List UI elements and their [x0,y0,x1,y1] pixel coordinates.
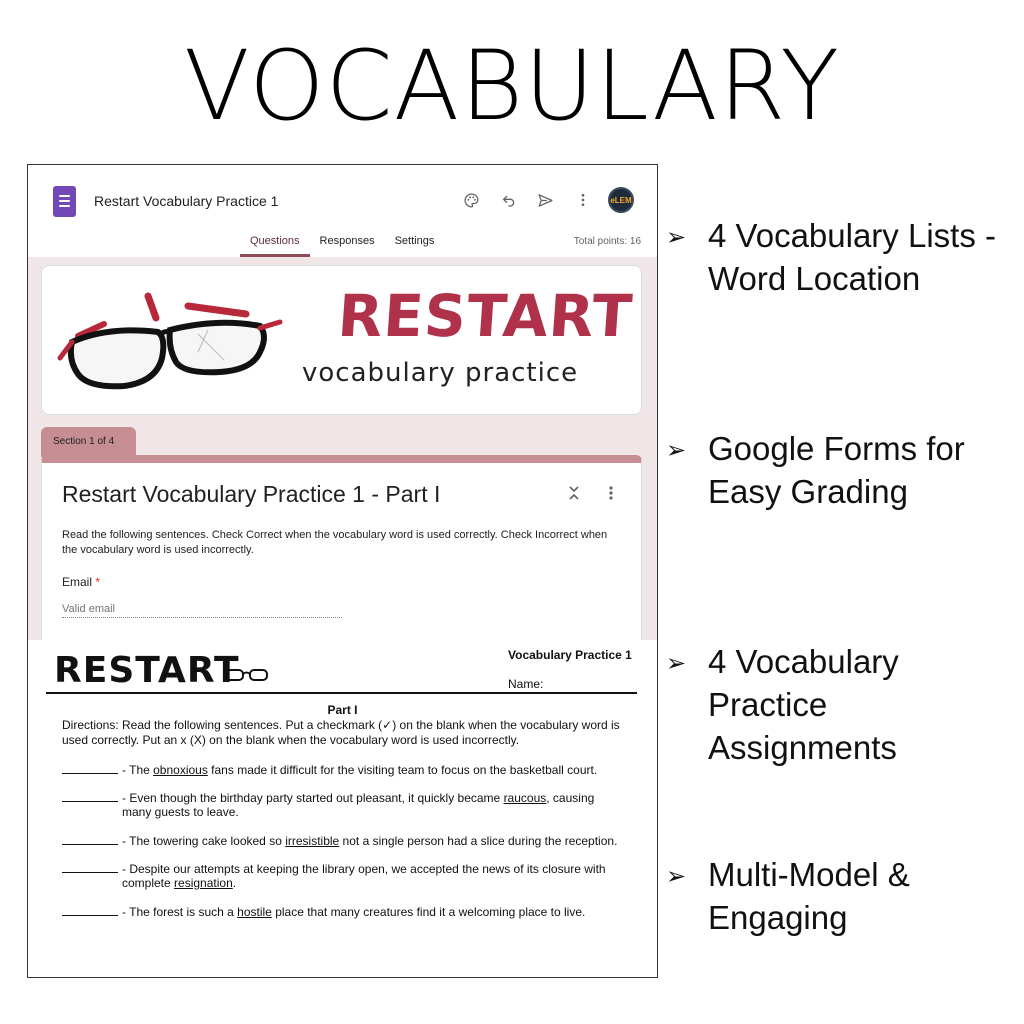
sentence [122,862,622,890]
document-title[interactable]: Restart Vocabulary Practice 1 [94,193,279,209]
feature-item [666,853,1016,939]
palette-icon[interactable] [460,189,482,211]
list-item [62,763,622,777]
section-more-icon[interactable] [608,485,614,504]
feature-item [666,214,1016,300]
broken-glasses-icon [48,278,288,398]
section-header-card[interactable] [41,455,642,645]
feature-text: Google Forms for Easy Grading [708,430,965,510]
arrow-bullet-icon: ➢ [666,224,687,251]
list-item [62,862,622,890]
vocab-word: irresistible [285,834,340,848]
feature-item [666,427,1016,513]
sentence-text: fans made it difficult for the visiting team to focus on the basketball court. [207,763,598,777]
section-description[interactable]: Read the following sentences. Check Correct when the vocabulary word is used correctly. Check Incorrect when the vocabulary word is used incorrectly. [62,529,608,556]
google-forms-icon[interactable] [53,186,76,217]
sentence-text: - The towering cake looked so [122,834,286,848]
worksheet-logo: RESTART [54,650,240,691]
feature-text: Multi-Model & Engaging [708,856,910,936]
sentence [122,905,622,919]
banner-subtitle: vocabulary practice [302,358,579,388]
total-points: Total points: 16 [573,236,641,247]
feature-item [666,640,1016,769]
sentence-text: . [232,876,237,890]
tab-questions[interactable]: Questions [240,233,310,257]
part-heading: Part I [327,703,358,717]
form-body [28,257,657,640]
email-label [62,575,100,589]
sentence [122,791,622,819]
sentence-text: - The forest is such a [122,905,238,919]
name-label: Name: [508,677,544,691]
more-vert-icon[interactable] [572,189,594,211]
answer-blank [62,834,118,845]
sentence-text: place that many creatures find it a welcoming place to live. [271,905,586,919]
vocab-word: obnoxious [153,763,208,777]
sentence-text: not a single person had a slice during the reception. [339,834,618,848]
feature-text: 4 Vocabulary Lists - Word Location [708,217,996,297]
answer-blank [62,905,118,916]
list-item [62,791,622,819]
section-title[interactable]: Restart Vocabulary Practice 1 - Part I [62,481,441,507]
glasses-icon [224,667,270,683]
answer-blank [62,791,118,802]
answer-blank [62,763,118,774]
list-item [62,834,622,848]
forms-header [28,165,657,257]
tab-settings[interactable]: Settings [394,235,435,247]
required-mark: * [95,575,101,589]
vocab-word: hostile [237,905,272,919]
send-icon[interactable] [534,189,556,211]
sentence [122,834,622,848]
vocab-word: resignation [174,876,233,890]
worksheet-title: Vocabulary Practice 1 [508,648,632,662]
avatar[interactable]: eLEM [608,187,634,213]
screenshot-frame [27,164,658,978]
feature-text: 4 Vocabulary Practice Assignments [708,643,899,766]
directions: Directions: Read the following sentences. Put a checkmark (✓) on the blank when the vocabulary word is used correctly. Put an x (X) on the blank when the vocabulary word is used incorrectly. [62,718,620,747]
arrow-bullet-icon: ➢ [666,437,687,464]
email-label-text: Email [62,575,93,589]
vocab-word: raucous [503,791,547,805]
tab-responses[interactable]: Responses [319,235,375,247]
answer-blank [62,862,118,873]
sentence [122,763,622,777]
sentence-text: - Despite our attempts at keeping the library open, we accepted the news of its closure with complete [122,862,606,890]
sentence-text: - Even though the birthday party started out pleasant, it quickly became [122,791,504,805]
banner-restart-text: RESTART [335,282,636,350]
header-banner-image [41,265,642,415]
list-item [62,905,622,919]
divider [46,692,637,694]
section-label: Section 1 of 4 [41,427,136,457]
sentence-text: - The [122,763,154,777]
email-field[interactable] [62,600,342,618]
collapse-icon[interactable] [568,485,580,504]
page-title: VOCABULARY [184,30,840,142]
undo-icon[interactable] [498,189,520,211]
sentence-text: , causing many guests to leave. [122,791,595,819]
worksheet [28,640,657,978]
arrow-bullet-icon: ➢ [666,863,687,890]
form-tabs [240,233,444,257]
arrow-bullet-icon: ➢ [666,650,687,677]
